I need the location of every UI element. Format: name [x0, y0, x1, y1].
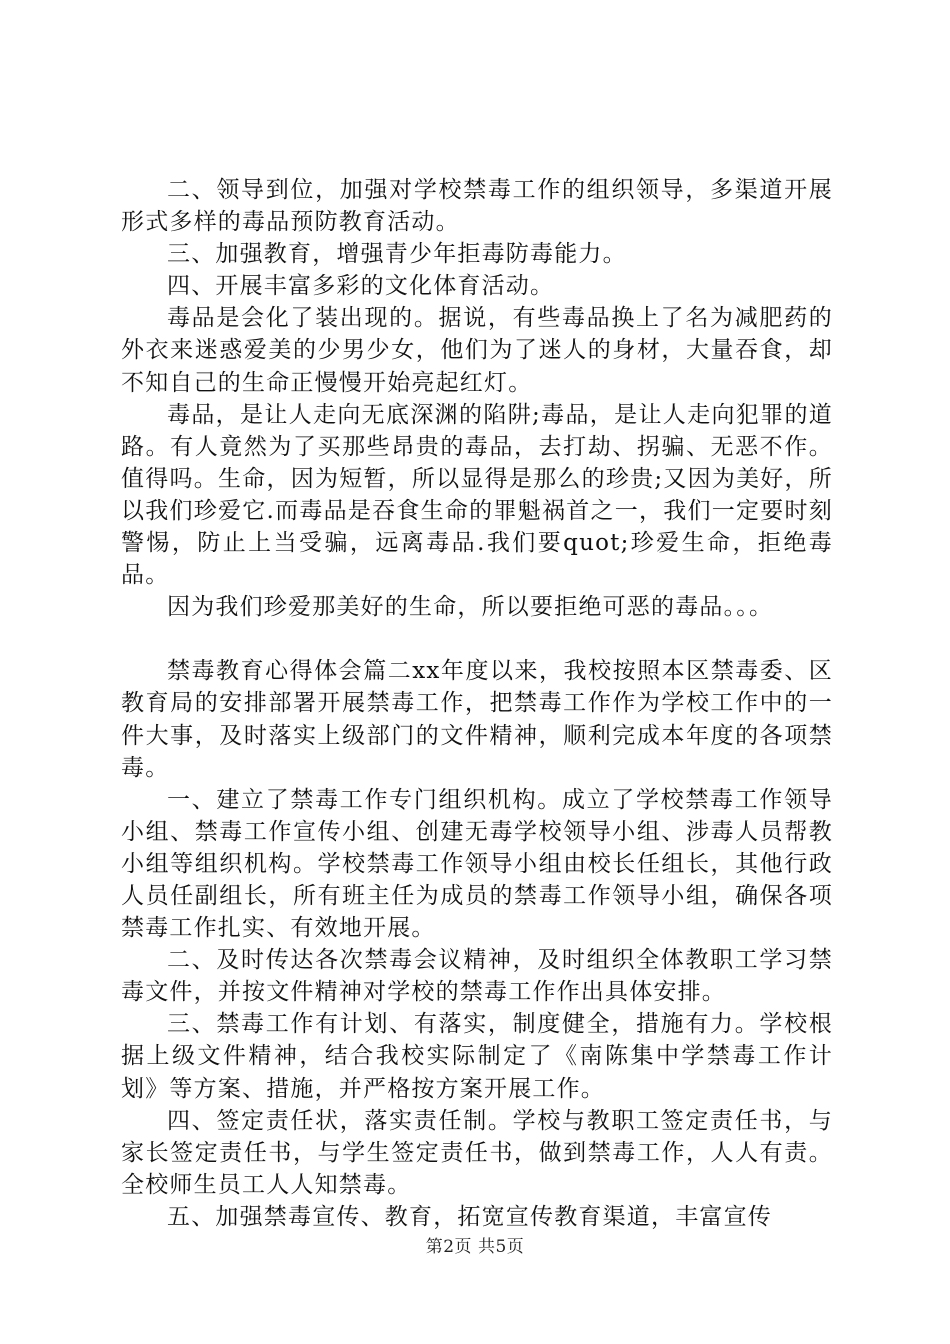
- paragraph: 四、开展丰富多彩的文化体育活动。: [167, 273, 555, 300]
- paragraph: 四、签定责任状，落实责任制。学校与教职工签定责任书，与家长签定责任书，与学生签定责任书，做到禁毒工作，人人有责。全校师生员工人人知禁毒。: [121, 1107, 833, 1198]
- paragraph: 毒品是会化了装出现的。据说，有些毒品换上了名为减肥药的外衣来迷惑爱美的少男少女，他们为了迷人的身材，大量吞食，却不知自己的生命正慢慢开始亮起红灯。: [121, 305, 833, 396]
- paragraph: 三、禁毒工作有计划、有落实，制度健全，措施有力。学校根据上级文件精神，结合我校实际制定了《南陈集中学禁毒工作计划》等方案、措施，并严格按方案开展工作。: [121, 1011, 833, 1102]
- paragraph: 一、建立了禁毒工作专门组织机构。成立了学校禁毒工作领导小组、禁毒工作宣传小组、创建无毒学校领导小组、涉毒人员帮教小组等组织机构。学校禁毒工作领导小组由校长任组长，其他行政人员任副组长，所有班主任为成员的禁毒工作领导小组，确保各项禁毒工作扎实、有效地开展。: [121, 786, 833, 942]
- paragraph: 禁毒教育心得体会篇二xx年度以来，我校按照本区禁毒委、区教育局的安排部署开展禁毒工作，把禁毒工作作为学校工作中的一件大事，及时落实上级部门的文件精神，顺利完成本年度的各项禁毒。: [121, 658, 833, 781]
- page-number-footer: 第2页 共5页: [425, 1237, 525, 1257]
- paragraph-gap: [121, 623, 833, 655]
- paragraph: 毒品，是让人走向无底深渊的陷阱;毒品，是让人走向犯罪的道路。有人竟然为了买那些昂贵的毒品，去打劫、拐骗、无恶不作。值得吗。生命，因为短暂，所以显得是那么的珍贵;又因为美好，所以我们珍爱它.而毒品是吞食生命的罪魁祸首之一，我们一定要时刻警惕，防止上当受骗，远离毒品.我们要quot;珍爱生命，拒绝毒品。: [121, 401, 833, 589]
- paragraph: 二、及时传达各次禁毒会议精神，及时组织全体教职工学习禁毒文件，并按文件精神对学校的禁毒工作作出具体安排。: [121, 947, 833, 1006]
- paragraph: 二、领导到位，加强对学校禁毒工作的组织领导，多渠道开展形式多样的毒品预防教育活动。: [121, 177, 833, 236]
- paragraph: 五、加强禁毒宣传、教育，拓宽宣传教育渠道，丰富宣传: [167, 1203, 772, 1230]
- paragraph: 三、加强教育，增强青少年拒毒防毒能力。: [167, 241, 627, 268]
- paragraph: 因为我们珍爱那美好的生命，所以要拒绝可恶的毒品。。。: [167, 594, 774, 621]
- document-body: [121, 174, 833, 1233]
